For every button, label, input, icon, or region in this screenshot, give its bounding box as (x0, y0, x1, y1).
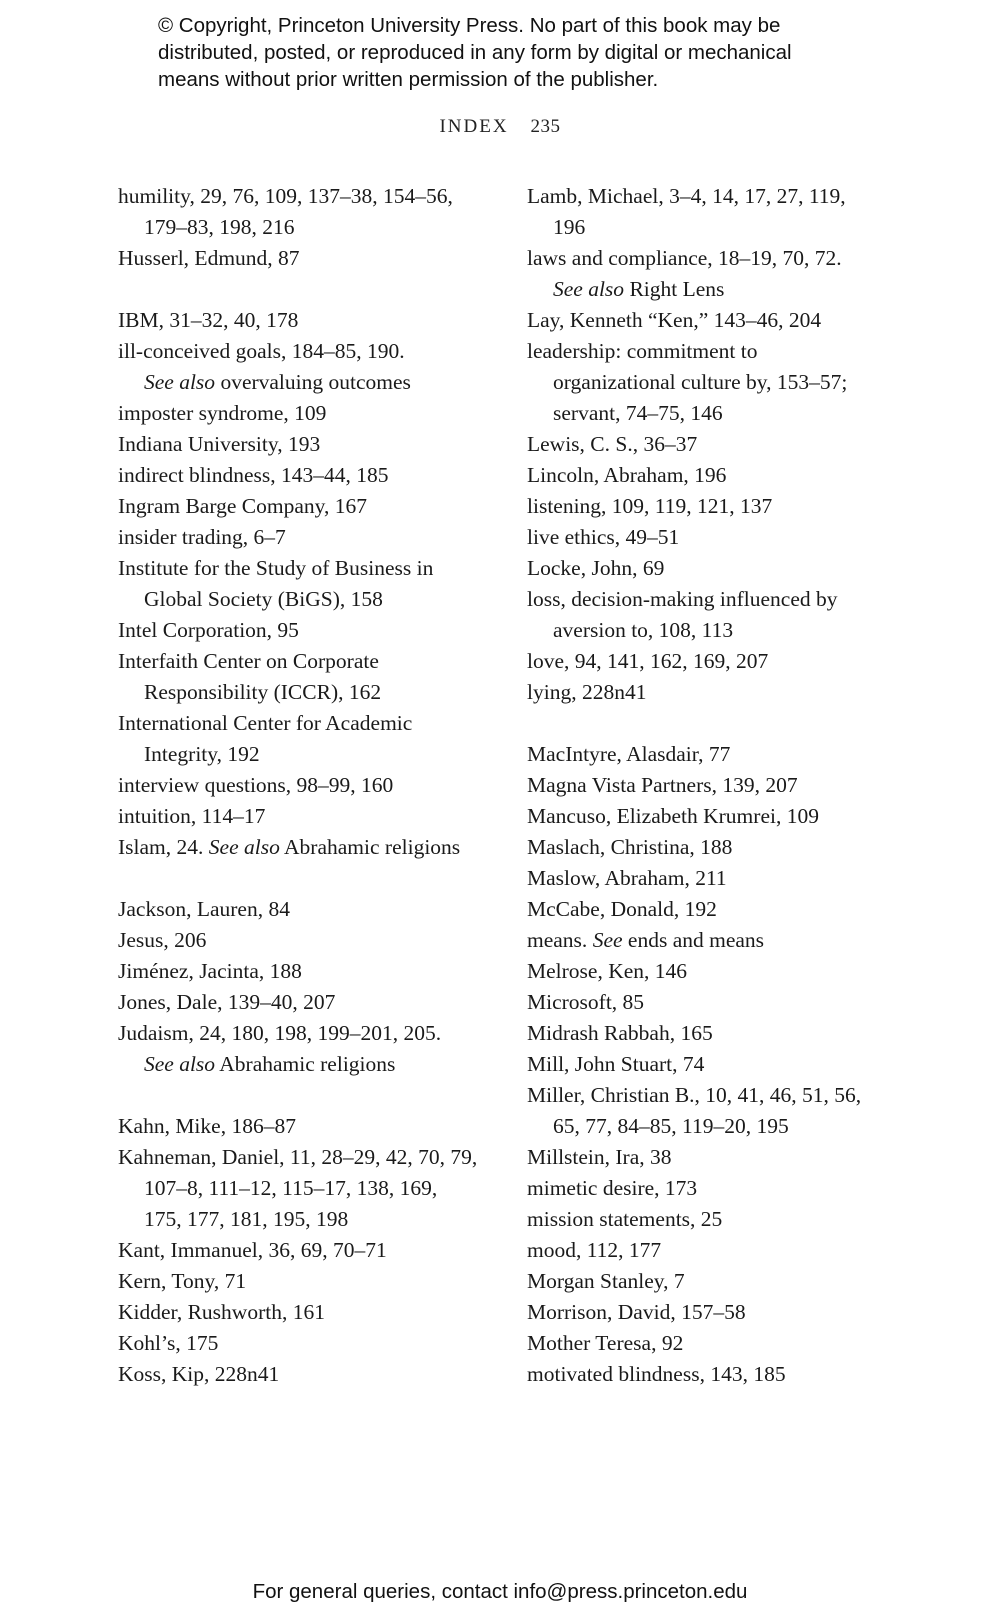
index-entry (118, 1018, 480, 1080)
index-entry (118, 398, 480, 429)
entry-text: insider trading, 6–7 (118, 525, 286, 549)
index-entry (527, 832, 877, 863)
index-entry (527, 1173, 877, 1204)
entry-text: Millstein, Ira, 38 (527, 1145, 672, 1169)
index-entry (527, 956, 877, 987)
index-entry (527, 987, 877, 1018)
entry-text: Interfaith Center on Corporate Responsibility (ICCR), 162 (118, 649, 382, 704)
index-entry (527, 646, 877, 677)
index-entry (527, 1359, 877, 1390)
entry-text: Kohl’s, 175 (118, 1331, 219, 1355)
index-entry (527, 1049, 877, 1080)
entry-text: ill-conceived goals, 184–85, 190. (118, 339, 405, 363)
index-entry (527, 305, 877, 336)
entry-text: Morgan Stanley, 7 (527, 1269, 685, 1293)
entry-text: motivated blindness, 143, 185 (527, 1362, 786, 1386)
index-entry (527, 460, 877, 491)
index-entry (118, 925, 480, 956)
entry-text: Lay, Kenneth “Ken,” 143–46, 204 (527, 308, 822, 332)
index-entry (527, 1328, 877, 1359)
see-target: Abrahamic religions (215, 1052, 396, 1076)
entry-text: Jesus, 206 (118, 928, 207, 952)
see-reference: See (592, 928, 623, 952)
index-entry (527, 1018, 877, 1049)
letter-group-gap (118, 274, 480, 305)
index-entry (527, 522, 877, 553)
entry-text: Kahneman, Daniel, 11, 28–29, 42, 70, 79, 107–8, 111–12, 115–17, 138, 169, 175, 177, 181, 195, 198 (118, 1145, 478, 1231)
entry-text: live ethics, 49–51 (527, 525, 680, 549)
entry-text: loss, decision-making influenced by aversion to, 108, 113 (527, 587, 838, 642)
letter-group-gap (118, 863, 480, 894)
entry-text: mood, 112, 177 (527, 1238, 662, 1262)
entry-text: mission statements, 25 (527, 1207, 723, 1231)
entry-text: love, 94, 141, 162, 169, 207 (527, 649, 769, 673)
running-head (0, 116, 1000, 138)
index-entry (118, 801, 480, 832)
see-target: Right Lens (624, 277, 725, 301)
entry-text: Indiana University, 193 (118, 432, 321, 456)
index-entry (118, 460, 480, 491)
entry-text: Miller, Christian B., 10, 41, 46, 51, 56, 65, 77, 84–85, 119–20, 195 (527, 1083, 862, 1138)
index-entry (527, 1204, 877, 1235)
letter-group-gap (527, 708, 877, 739)
entry-text: Mill, John Stuart, 74 (527, 1052, 705, 1076)
see-reference: See also (144, 1052, 216, 1076)
see-reference: See also (208, 835, 280, 859)
see-target: overvaluing outcomes (215, 370, 411, 394)
see-reference: See also (144, 370, 216, 394)
index-entry (118, 1111, 480, 1142)
entry-text: Judaism, 24, 180, 198, 199–201, 205. (118, 1021, 442, 1045)
index-entry (527, 181, 877, 243)
index-entry (118, 1235, 480, 1266)
index-entry (118, 429, 480, 460)
index-entry (118, 770, 480, 801)
index-entry (527, 677, 877, 708)
letter-group-gap (118, 1080, 480, 1111)
index-entry (118, 1359, 480, 1390)
index-entry (118, 336, 480, 398)
index-entry (527, 553, 877, 584)
entry-text: International Center for Academic Integrity, 192 (118, 711, 413, 766)
entry-text: IBM, 31–32, 40, 178 (118, 308, 299, 332)
entry-text: Kern, Tony, 71 (118, 1269, 247, 1293)
index-entry (527, 894, 877, 925)
index-column-right (527, 181, 877, 1390)
see-reference: See also (553, 277, 625, 301)
index-entry (118, 832, 480, 863)
index-entry (118, 553, 480, 615)
entry-text: Locke, John, 69 (527, 556, 665, 580)
entry-text: Mancuso, Elizabeth Krumrei, 109 (527, 804, 819, 828)
index-entry (527, 1297, 877, 1328)
index-entry (118, 181, 480, 243)
index-entry (527, 863, 877, 894)
entry-text: Kidder, Rushworth, 161 (118, 1300, 325, 1324)
index-entry (527, 1266, 877, 1297)
entry-text: Kahn, Mike, 186–87 (118, 1114, 296, 1138)
index-entry (527, 1142, 877, 1173)
footer-contact: For general queries, contact info@press.princeton.edu (252, 1580, 748, 1603)
index-entry (118, 646, 480, 708)
entry-text: intuition, 114–17 (118, 804, 266, 828)
entry-text: Institute for the Study of Business in Global Society (BiGS), 158 (118, 556, 434, 611)
entry-text: imposter syndrome, 109 (118, 401, 327, 425)
entry-text: indirect blindness, 143–44, 185 (118, 463, 389, 487)
entry-text: Maslow, Abraham, 211 (527, 866, 727, 890)
entry-text: Kant, Immanuel, 36, 69, 70–71 (118, 1238, 387, 1262)
see-target: ends and means (622, 928, 765, 952)
index-entry (118, 956, 480, 987)
index-entry (527, 243, 877, 305)
index-entry (118, 708, 480, 770)
index-entry (527, 770, 877, 801)
copyright-line: distributed, posted, or reproduced in any form by digital or mechanical (158, 41, 792, 64)
entry-text: Lamb, Michael, 3–4, 14, 17, 27, 119, 196 (527, 184, 846, 239)
entry-text: Husserl, Edmund, 87 (118, 246, 300, 270)
index-entry (527, 1080, 877, 1142)
entry-text: lying, 228n41 (527, 680, 647, 704)
entry-text: Jackson, Lauren, 84 (118, 897, 290, 921)
page-number: 235 (530, 116, 561, 137)
index-entry (118, 1328, 480, 1359)
entry-text: Lewis, C. S., 36–37 (527, 432, 698, 456)
entry-text: Ingram Barge Company, 167 (118, 494, 367, 518)
entry-text: Jones, Dale, 139–40, 207 (118, 990, 336, 1014)
entry-text: Melrose, Ken, 146 (527, 959, 688, 983)
entry-text: Morrison, David, 157–58 (527, 1300, 746, 1324)
running-head-label: INDEX (439, 116, 509, 137)
index-entry (118, 1142, 480, 1235)
copyright-line: means without prior written permission of the publisher. (158, 68, 659, 91)
entry-text: Mother Teresa, 92 (527, 1331, 684, 1355)
entry-text: laws and compliance, 18–19, 70, 72. (527, 246, 842, 270)
index-entry (118, 491, 480, 522)
entry-text: leadership: commitment to organizational culture by, 153–57; servant, 74–75, 146 (527, 339, 848, 425)
index-entry (527, 429, 877, 460)
see-target: Abrahamic religions (279, 835, 461, 859)
entry-text: Microsoft, 85 (527, 990, 645, 1014)
entry-text: Lincoln, Abraham, 196 (527, 463, 727, 487)
entry-text: MacIntyre, Alasdair, 77 (527, 742, 731, 766)
index-entry (527, 925, 877, 956)
index-entry (118, 615, 480, 646)
index-entry (118, 1266, 480, 1297)
entry-text: Islam, 24. (118, 835, 209, 859)
index-column-left (118, 181, 480, 1390)
entry-text: Intel Corporation, 95 (118, 618, 299, 642)
index-entry (527, 584, 877, 646)
entry-text: McCabe, Donald, 192 (527, 897, 717, 921)
entry-text: Midrash Rabbah, 165 (527, 1021, 713, 1045)
index-entry (118, 522, 480, 553)
index-entry (118, 1297, 480, 1328)
entry-text: means. (527, 928, 593, 952)
index-entry (527, 801, 877, 832)
index-entry (118, 987, 480, 1018)
entry-text: Magna Vista Partners, 139, 207 (527, 773, 798, 797)
index-entry (118, 305, 480, 336)
copyright-line: © Copyright, Princeton University Press. No part of this book may be (158, 14, 781, 37)
entry-text: listening, 109, 119, 121, 137 (527, 494, 773, 518)
entry-text: humility, 29, 76, 109, 137–38, 154–56, 179–83, 198, 216 (118, 184, 453, 239)
index-entry (118, 243, 480, 274)
index-entry (527, 336, 877, 429)
entry-text: mimetic desire, 173 (527, 1176, 698, 1200)
index-entry (527, 739, 877, 770)
entry-text: Maslach, Christina, 188 (527, 835, 733, 859)
copyright-notice (158, 12, 888, 93)
index-entry (527, 491, 877, 522)
entry-text: interview questions, 98–99, 160 (118, 773, 394, 797)
entry-text: Jiménez, Jacinta, 188 (118, 959, 302, 983)
index-entry (527, 1235, 877, 1266)
entry-text: Koss, Kip, 228n41 (118, 1362, 280, 1386)
index-entry (118, 894, 480, 925)
